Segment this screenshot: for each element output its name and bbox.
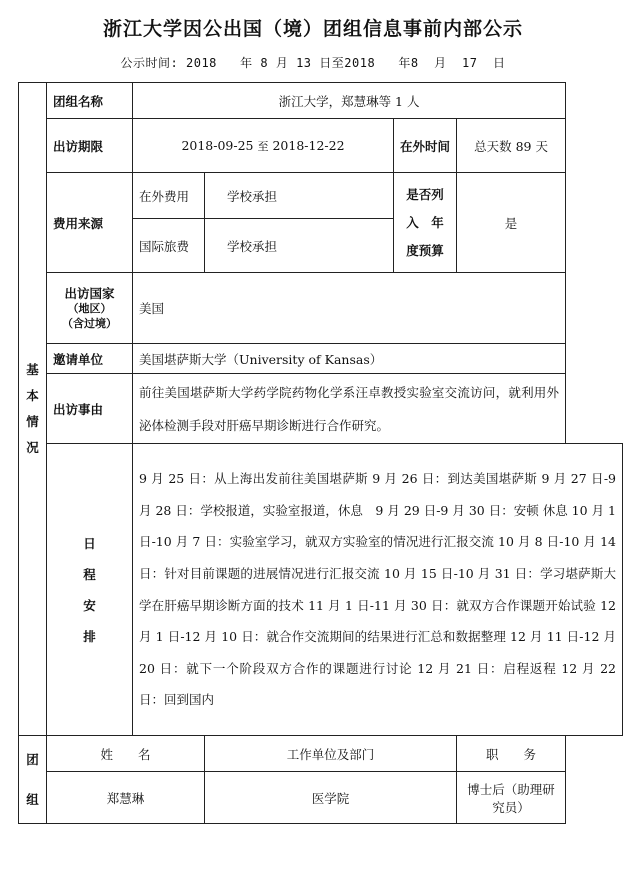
publish-time-label: 公示时间: [120,56,179,70]
group-name-label: 团组名称 [47,83,133,119]
publish-to-year: 2018 [344,56,376,70]
country-label-main: 出访国家 [64,285,115,301]
to-word: 至 [331,56,345,70]
group-name-value: 浙江大学，郑慧琳等 1 人 [133,83,566,119]
section-schedule-char: 安 [83,597,96,613]
member-header-name: 姓 名 [47,736,205,772]
funding-type-travel: 国际旅费 [133,219,205,273]
section-group-char: 组 [26,791,39,807]
abroad-time-value: 总天数 89 天 [457,119,566,173]
country-label-sub: （地区） [67,301,112,315]
section-schedule-char: 程 [83,566,96,582]
funding-source-travel: 学校承担 [205,219,394,273]
abroad-time-label: 在外时间 [394,119,457,173]
inviter-value: 美国堪萨斯大学（University of Kansas） [133,344,566,374]
member-unit: 医学院 [205,772,457,824]
visit-to-word: 至 [257,139,269,153]
visit-end: 2018-12-22 [272,137,345,153]
publish-from-day: 13 [296,56,312,70]
member-name: 郑慧琳 [47,772,205,824]
unit-year: 年 [398,56,411,70]
unit-year: 年 [240,56,253,70]
section-basic [19,83,47,736]
publish-from-year: 2018 [186,56,217,70]
budget-label [394,173,457,273]
section-basic-char: 况 [26,440,39,455]
visit-start: 2018-09-25 [181,137,254,153]
section-basic-char: 基 [26,362,39,377]
purpose-label: 出访事由 [47,374,133,444]
member-title: 博士后（助理研究员） [457,772,566,824]
visit-period-value [133,119,394,173]
funding-source-abroad: 学校承担 [205,173,394,219]
section-basic-char: 情 [26,414,39,429]
section-schedule-char: 日 [83,535,96,551]
member-header-unit: 工作单位及部门 [205,736,457,772]
country-value: 美国 [133,273,566,344]
section-schedule [47,444,133,736]
section-group-char: 团 [26,751,39,767]
section-group [19,736,47,824]
publish-to-day: 17 [462,56,478,70]
member-header-title: 职 务 [457,736,566,772]
funding-label: 费用来源 [47,173,133,273]
publish-from-month: 8 [260,56,269,70]
funding-type-abroad: 在外费用 [133,173,205,219]
unit-day: 日 [319,56,332,70]
budget-label-line: 入 年 [406,214,444,230]
budget-label-line: 度预算 [406,242,444,258]
unit-month: 月 [275,56,289,70]
section-schedule-char: 排 [83,628,96,644]
unit-month: 月 [434,56,447,70]
info-table [18,82,623,824]
publish-to-month: 8 [410,56,419,70]
country-label-sub: （含过境） [62,316,117,330]
visit-period-label: 出访期限 [47,119,133,173]
schedule-text: 9 月 25 日：从上海出发前往美国堪萨斯 9 月 26 日：到达美国堪萨斯 9 月 27 日-9 月 28 日：学校报道，实验室报道，休息 9 月 29 日-9 月 30 日：安顿 休息 10 月 1 日-10 月 7 日：实验室学习，就双方实验室的情况进行汇报交流 10 月 8 日-10 月 14 日：针对目前课题的进展情况进行汇报交流 10 月 15 日-10 月 31 日：学习堪萨斯大学在肝癌早期诊断方面的技术 11 月 1 日-11 月 30 日：就双方合作课题开始试验 12 月 1 日-12 月 10 日：就合作交流期间的结果进行汇总和数据整理 12 月 11 日-12 月 20 日：就下一个阶段双方合作的课题进行讨论 12 月 21 日：启程返程 12 月 22 日：回到国内 [133,444,623,736]
inviter-label: 邀请单位 [47,344,133,374]
section-basic-char: 本 [26,388,39,403]
budget-value: 是 [457,173,566,273]
page-title: 浙江大学因公出国（境）团组信息事前内部公示 [102,18,523,40]
unit-day: 日 [492,56,506,70]
purpose-text: 前往美国堪萨斯大学药学院药物化学系汪卓教授实验室交流访问，就利用外泌体检测手段对肝癌早期诊断进行合作研究。 [133,374,566,444]
publish-time [0,54,626,71]
budget-label-line: 是否列 [406,186,444,202]
country-label [47,273,133,344]
